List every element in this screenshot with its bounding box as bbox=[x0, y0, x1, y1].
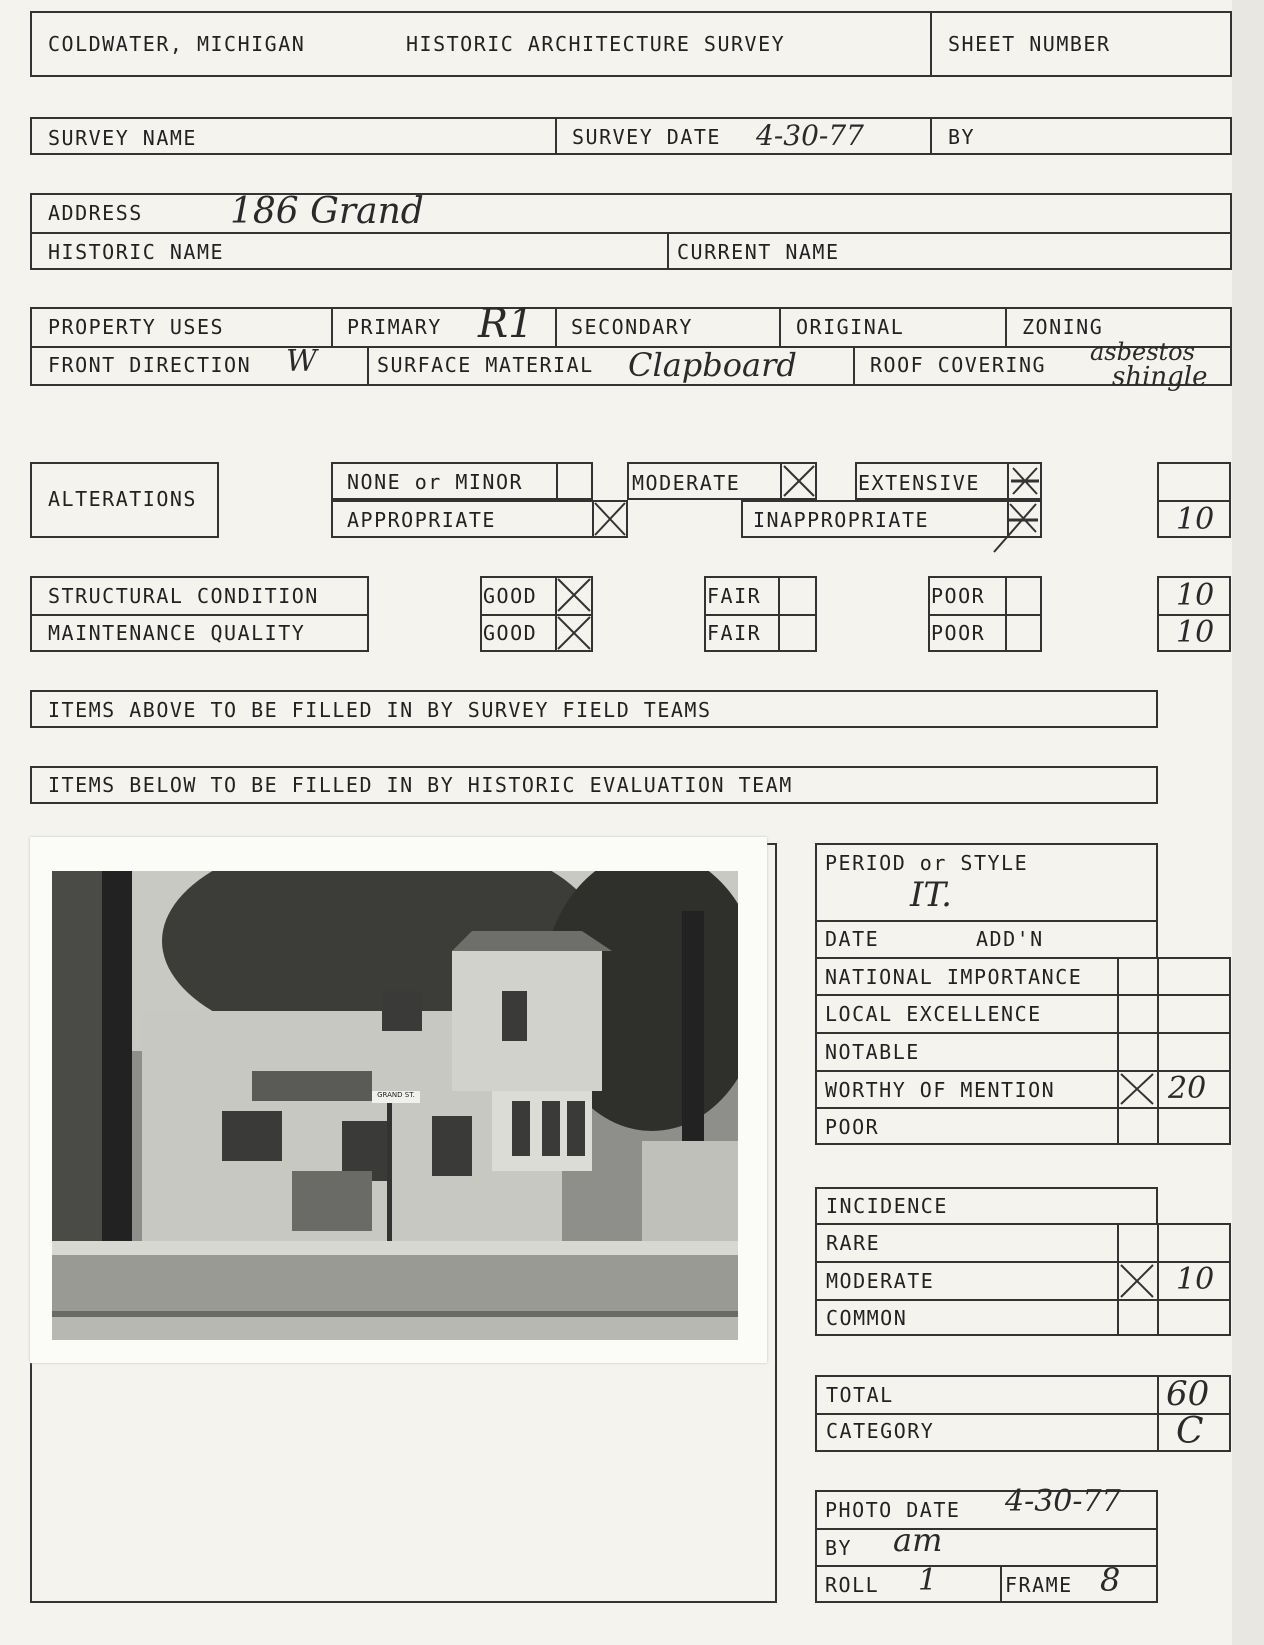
note-below: ITEMS BELOW TO BE FILLED IN BY HISTORIC EVALUATION TEAM bbox=[48, 773, 793, 797]
house-photo bbox=[52, 871, 738, 1340]
survey-name-label: SURVEY NAME bbox=[48, 126, 197, 150]
roof-covering-label: ROOF COVERING bbox=[870, 353, 1047, 377]
historic-name-label: HISTORIC NAME bbox=[48, 240, 225, 264]
period-label: PERIOD or STYLE bbox=[825, 851, 1029, 875]
roof-covering-value-1: asbestos bbox=[1090, 338, 1195, 366]
category-value: C bbox=[1176, 1411, 1204, 1452]
front-direction-value: W bbox=[286, 344, 317, 379]
roll-label: ROLL bbox=[825, 1573, 880, 1597]
category-label: CATEGORY bbox=[826, 1419, 935, 1443]
common-label: COMMON bbox=[826, 1306, 908, 1330]
worthy-score: 20 bbox=[1168, 1071, 1207, 1106]
front-direction-label: FRONT DIRECTION bbox=[48, 353, 252, 377]
street-sign: GRAND ST. bbox=[377, 1091, 415, 1099]
maintenance-quality-label: MAINTENANCE QUALITY bbox=[48, 621, 306, 645]
alterations-label: ALTERATIONS bbox=[48, 487, 197, 511]
city-label: COLDWATER, MICHIGAN bbox=[48, 32, 306, 56]
alt-inappropriate-label: INAPPROPRIATE bbox=[753, 508, 930, 532]
zoning-label: ZONING bbox=[1022, 315, 1104, 339]
worthy-check-icon bbox=[1117, 1070, 1157, 1107]
structural-poor-label: POOR bbox=[931, 584, 986, 608]
address-label: ADDRESS bbox=[48, 201, 143, 225]
date-label: DATE bbox=[825, 927, 880, 951]
structural-good-label: GOOD bbox=[483, 584, 538, 608]
roll-value: 1 bbox=[918, 1563, 938, 1598]
survey-date-value: 4-30-77 bbox=[756, 119, 864, 152]
period-value: IT. bbox=[910, 875, 952, 915]
structural-score: 10 bbox=[1176, 578, 1215, 613]
incidence-label: INCIDENCE bbox=[826, 1194, 948, 1218]
original-label: ORIGINAL bbox=[796, 315, 905, 339]
maintenance-good-label: GOOD bbox=[483, 621, 538, 645]
incidence-moderate-check-icon bbox=[1117, 1261, 1157, 1299]
eval-poor-label: POOR bbox=[825, 1115, 880, 1139]
survey-by-label: BY bbox=[948, 125, 976, 149]
structural-condition-label: STRUCTURAL CONDITION bbox=[48, 584, 319, 608]
alt-appropriate-check-icon bbox=[592, 500, 628, 538]
maintenance-fair-label: FAIR bbox=[707, 621, 762, 645]
address-value: 186 Grand bbox=[230, 191, 424, 232]
alterations-score: 10 bbox=[1176, 502, 1215, 537]
alt-inappropriate-crossed-icon bbox=[990, 498, 1044, 554]
incidence-moderate-label: MODERATE bbox=[826, 1269, 935, 1293]
sheet-number-label: SHEET NUMBER bbox=[948, 32, 1111, 56]
survey-title: HISTORIC ARCHITECTURE SURVEY bbox=[406, 32, 786, 56]
property-uses-label: PROPERTY USES bbox=[48, 315, 225, 339]
alt-extensive-label: EXTENSIVE bbox=[858, 471, 980, 495]
alt-extensive-crossed-icon bbox=[1007, 462, 1043, 500]
page-edge bbox=[1232, 0, 1264, 1645]
primary-value: R1 bbox=[478, 301, 534, 347]
photo-by-label: BY bbox=[825, 1536, 853, 1560]
rare-label: RARE bbox=[826, 1231, 881, 1255]
total-label: TOTAL bbox=[826, 1383, 894, 1407]
alt-none-label: NONE or MINOR bbox=[347, 470, 524, 494]
photo-by-value: am bbox=[893, 1521, 943, 1559]
total-value: 60 bbox=[1166, 1374, 1210, 1414]
structural-fair-label: FAIR bbox=[707, 584, 762, 608]
worthy-label: WORTHY OF MENTION bbox=[825, 1078, 1056, 1102]
survey-date-label: SURVEY DATE bbox=[572, 125, 721, 149]
frame-label: FRAME bbox=[1005, 1573, 1073, 1597]
incidence-moderate-score: 10 bbox=[1176, 1262, 1215, 1297]
secondary-label: SECONDARY bbox=[571, 315, 693, 339]
alt-appropriate-label: APPROPRIATE bbox=[347, 508, 496, 532]
maintenance-good-check-icon bbox=[555, 614, 593, 652]
note-above: ITEMS ABOVE TO BE FILLED IN BY SURVEY FIELD TEAMS bbox=[48, 698, 712, 722]
maintenance-score: 10 bbox=[1176, 615, 1215, 650]
current-name-label: CURRENT NAME bbox=[677, 240, 840, 264]
frame-value: 8 bbox=[1100, 1561, 1121, 1599]
alt-moderate-label: MODERATE bbox=[632, 471, 741, 495]
alt-moderate-check-icon bbox=[780, 462, 818, 500]
structural-good-check-icon bbox=[555, 576, 593, 614]
surface-material-label: SURFACE MATERIAL bbox=[377, 353, 594, 377]
maintenance-poor-label: POOR bbox=[931, 621, 986, 645]
roof-covering-value-2: shingle bbox=[1112, 362, 1208, 392]
notable-label: NOTABLE bbox=[825, 1040, 920, 1064]
surface-material-value: Clapboard bbox=[628, 346, 797, 384]
addn-label: ADD'N bbox=[976, 927, 1044, 951]
local-excellence-label: LOCAL EXCELLENCE bbox=[825, 1002, 1042, 1026]
primary-label: PRIMARY bbox=[347, 315, 442, 339]
photo-date-value: 4-30-77 bbox=[1005, 1484, 1121, 1519]
photo-date-label: PHOTO DATE bbox=[825, 1498, 961, 1522]
national-importance-label: NATIONAL IMPORTANCE bbox=[825, 965, 1083, 989]
